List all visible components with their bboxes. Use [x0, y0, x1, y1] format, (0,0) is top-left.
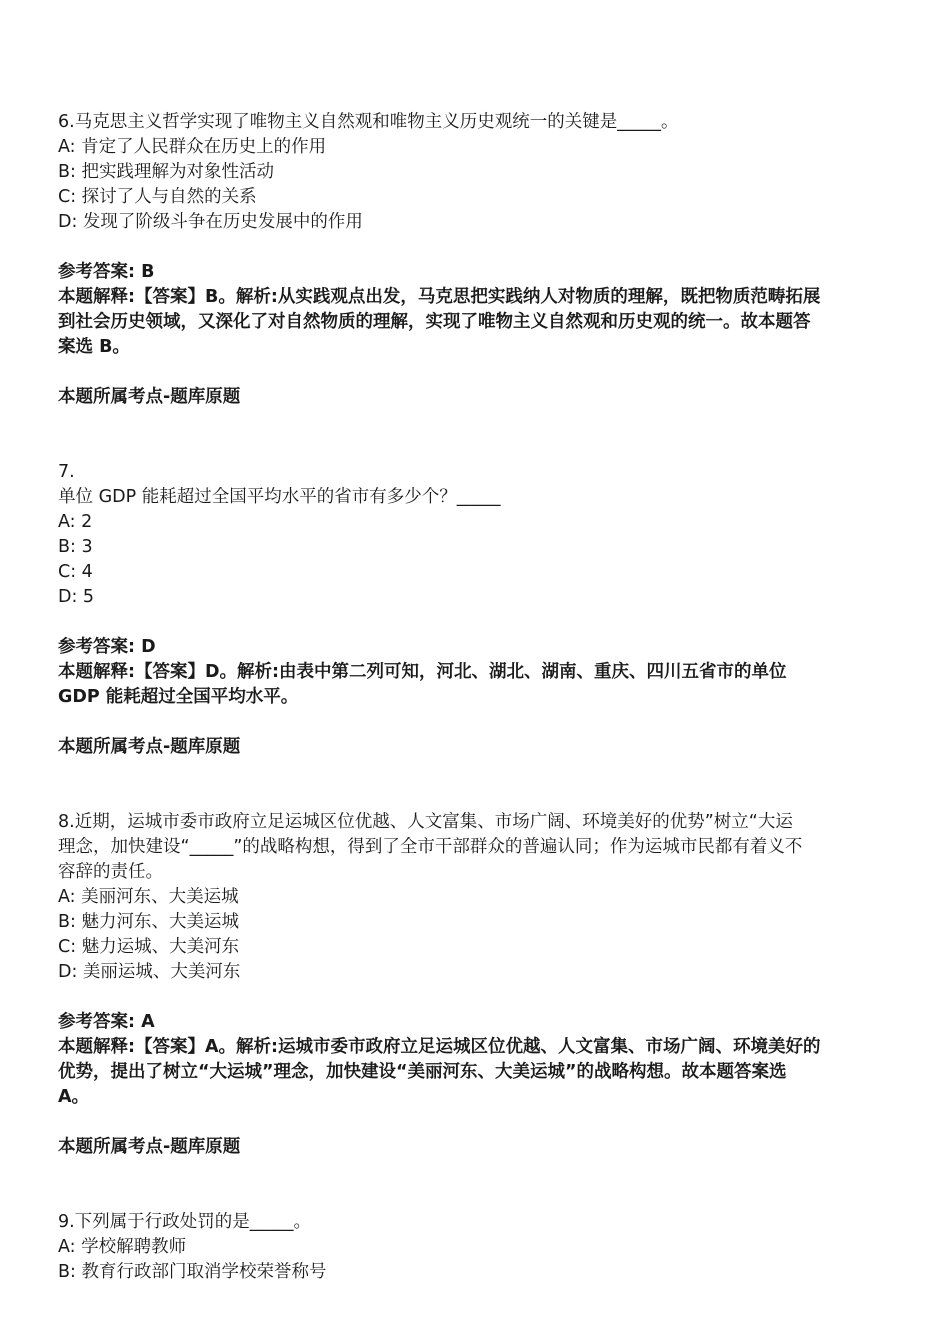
- question-6: [58, 110, 898, 410]
- option-d: D: 美丽运城、大美河东: [58, 962, 241, 982]
- explanation-line: 到社会历史领域，又深化了对自然物质的理解，实现了唯物主义自然观和历史观的统一。故本题答: [58, 312, 811, 332]
- option-c: C: 4: [58, 562, 93, 582]
- question-stem: 8.近期，运城市委市政府立足运城区位优越、人文富集、市场广阔、环境美好的优势”树立“大运: [58, 812, 793, 832]
- question-9: [58, 1210, 898, 1285]
- question-source: 本题所属考点-题库原题: [58, 387, 241, 407]
- option-d: D: 5: [58, 587, 95, 607]
- explanation-line: 本题解释:【答案】A。解析:运城市委市政府立足运城区位优越、人文富集、市场广阔、环境美好的: [58, 1037, 821, 1057]
- option-b: B: 魅力河东、大美运城: [58, 912, 239, 932]
- reference-answer: 参考答案: B: [58, 262, 155, 282]
- option-d: D: 发现了阶级斗争在历史发展中的作用: [58, 212, 363, 232]
- option-a: A: 2: [58, 512, 93, 532]
- question-7: [58, 460, 898, 760]
- exam-page: [58, 110, 898, 1285]
- question-stem: 单位 GDP 能耗超过全国平均水平的省市有多少个？_____: [58, 487, 501, 507]
- reference-answer: 参考答案: D: [58, 637, 156, 657]
- option-b: B: 教育行政部门取消学校荣誉称号: [58, 1262, 327, 1282]
- explanation-line: GDP 能耗超过全国平均水平。: [58, 687, 299, 707]
- question-stem: 9.下列属于行政处罚的是_____。: [58, 1212, 311, 1232]
- option-b: B: 3: [58, 537, 93, 557]
- question-stem: 6.马克思主义哲学实现了唯物主义自然观和唯物主义历史观统一的关键是_____。: [58, 112, 679, 132]
- explanation-line: 本题解释:【答案】B。解析:从实践观点出发，马克思把实践纳人对物质的理解，既把物质范畴拓展: [58, 287, 821, 307]
- option-a: A: 学校解聘教师: [58, 1237, 187, 1257]
- option-c: C: 魅力运城、大美河东: [58, 937, 240, 957]
- question-stem: 容辞的责任。: [58, 862, 163, 882]
- question-source: 本题所属考点-题库原题: [58, 737, 241, 757]
- option-a: A: 美丽河东、大美运城: [58, 887, 239, 907]
- explanation-line: 案选 B。: [58, 337, 130, 357]
- question-source: 本题所属考点-题库原题: [58, 1137, 241, 1157]
- question-number: 7.: [58, 462, 75, 482]
- option-b: B: 把实践理解为对象性活动: [58, 162, 274, 182]
- question-stem: 理念，加快建设“_____”的战略构想，得到了全市干部群众的普遍认同；作为运城市民都有着义不: [58, 837, 803, 857]
- explanation-line: 本题解释:【答案】D。解析:由表中第二列可知，河北、湖北、湖南、重庆、四川五省市的单位: [58, 662, 787, 682]
- option-c: C: 探讨了人与自然的关系: [58, 187, 257, 207]
- question-8: [58, 810, 898, 1160]
- reference-answer: 参考答案: A: [58, 1012, 155, 1032]
- explanation-line: 优势，提出了树立“大运城”理念，加快建设“美丽河东、大美运城”的战略构想。故本题答案选: [58, 1062, 787, 1082]
- explanation-line: A。: [58, 1087, 90, 1107]
- option-a: A: 肯定了人民群众在历史上的作用: [58, 137, 327, 157]
